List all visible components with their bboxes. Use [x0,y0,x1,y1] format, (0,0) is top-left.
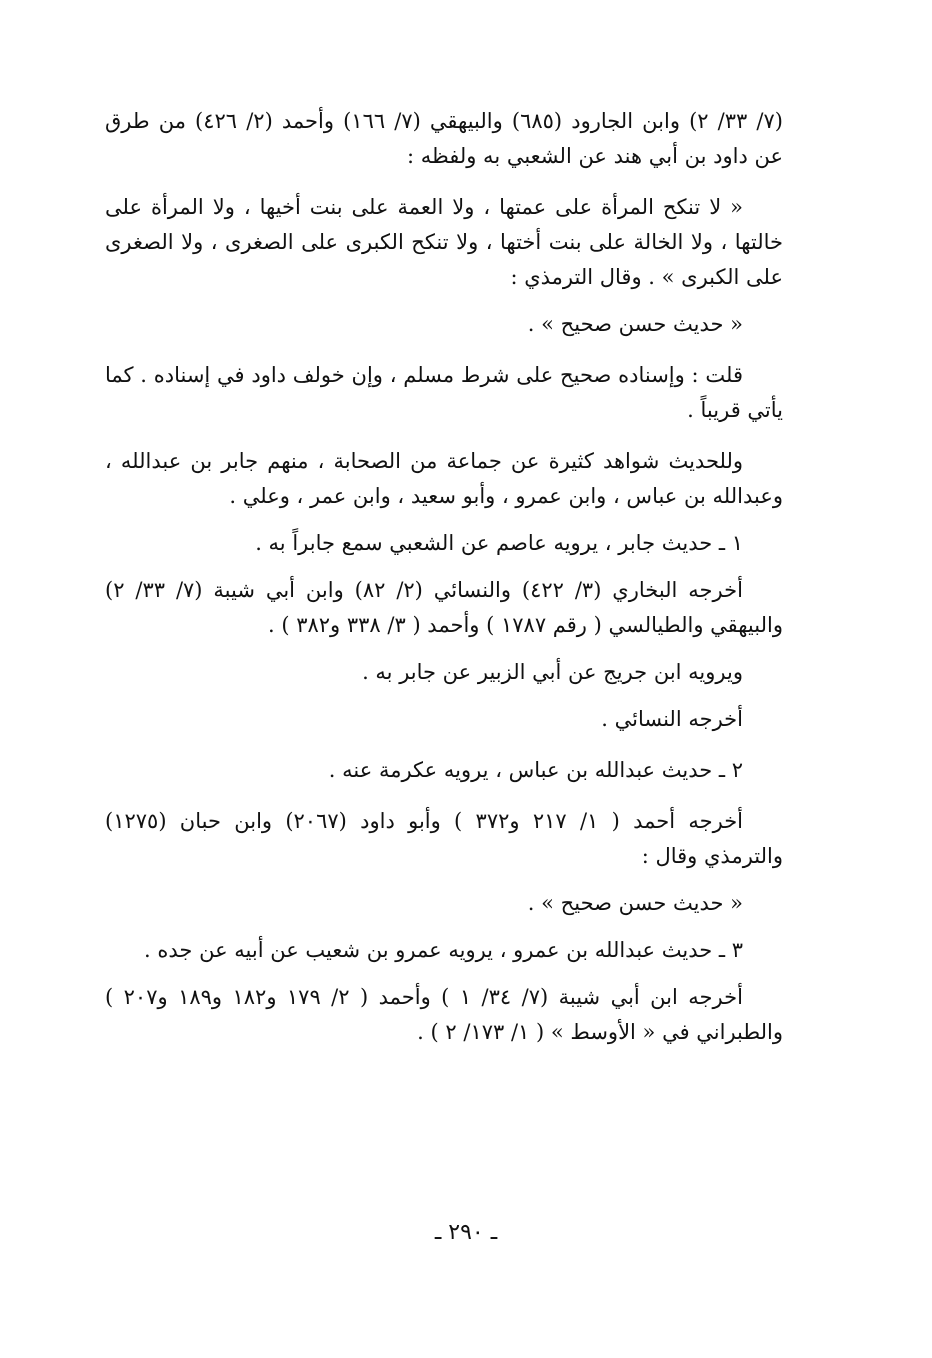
paragraph-hadith-jabir: ١ ـ حديث جابر ، يرويه عاصم عن الشعبي سمع جابراً به . [255,531,743,555]
page-number: ـ ٢٩٠ ـ [434,1220,498,1245]
paragraph-takhrij-ibn-amr: أخرجه ابن أبي شيبة (٧/ ٣٤/ ١ ) وأحمد ( ٢/ ١٧٩ و١٨٢ و١٨٩ و٢٠٧ ) والطبراني في « الأوسط » ( ١/ ١٧٣/ ٢ ) . [105,985,783,1044]
paragraph-takhrij-jabir: أخرجه البخاري (٣/ ٤٢٢) والنسائي (٢/ ٨٢) وابن أبي شيبة (٧/ ٣٣/ ٢) والبيهقي والطيالسي ( رقم ١٧٨٧ ) وأحمد ( ٣/ ٣٣٨ و٣٨٢ ) . [105,578,783,637]
paragraph-hadith-text: « لا تنكح المرأة على عمتها ، ولا العمة على بنت أخيها ، ولا المرأة على خالتها ، ولا الخالة على بنت أختها ، ولا تنكح الكبرى على الصغرى ، ولا الصغرى على الكبرى » . وقال الترمذي : [105,195,783,289]
paragraph-hadith-ibn-amr: ٣ ـ حديث عبدالله بن عمرو ، يرويه عمرو بن شعيب عن أبيه عن جده . [144,938,743,962]
paragraph-takhrij-dawud: (٧/ ٣٣/ ٢) وابن الجارود (٦٨٥) والبيهقي (٧/ ١٦٦) وأحمد (٢/ ٤٢٦) من طرق عن داود بن أبي هند عن الشعبي به ولفظه : [105,109,783,168]
paragraph-shawahid: وللحديث شواهد كثيرة عن جماعة من الصحابة ، منهم جابر بن عبدالله ، وعبدالله بن عباس ، وابن عمرو ، وأبو سعيد ، وابن عمر ، وعلي . [105,449,783,508]
page-body [105,104,783,1050]
paragraph-nasai: أخرجه النسائي . [601,707,743,731]
paragraph-tirmidhi-quote-2: « حديث حسن صحيح » . [527,891,743,915]
paragraph-hadith-ibn-abbas: ٢ ـ حديث عبدالله بن عباس ، يرويه عكرمة عنه . [328,758,743,782]
paragraph-tirmidhi-quote: « حديث حسن صحيح » . [527,312,743,336]
paragraph-isnad-comment: قلت : وإسناده صحيح على شرط مسلم ، وإن خولف داود في إسناده . كما يأتي قريباً . [105,363,783,422]
paragraph-takhrij-ibn-abbas: أخرجه أحمد ( ١/ ٢١٧ و٣٧٢ ) وأبو داود (٢٠٦٧) وابن حبان (١٢٧٥) والترمذي وقال : [105,809,783,868]
paragraph-ibn-jurayj: ويرويه ابن جريج عن أبي الزبير عن جابر به . [362,660,743,684]
